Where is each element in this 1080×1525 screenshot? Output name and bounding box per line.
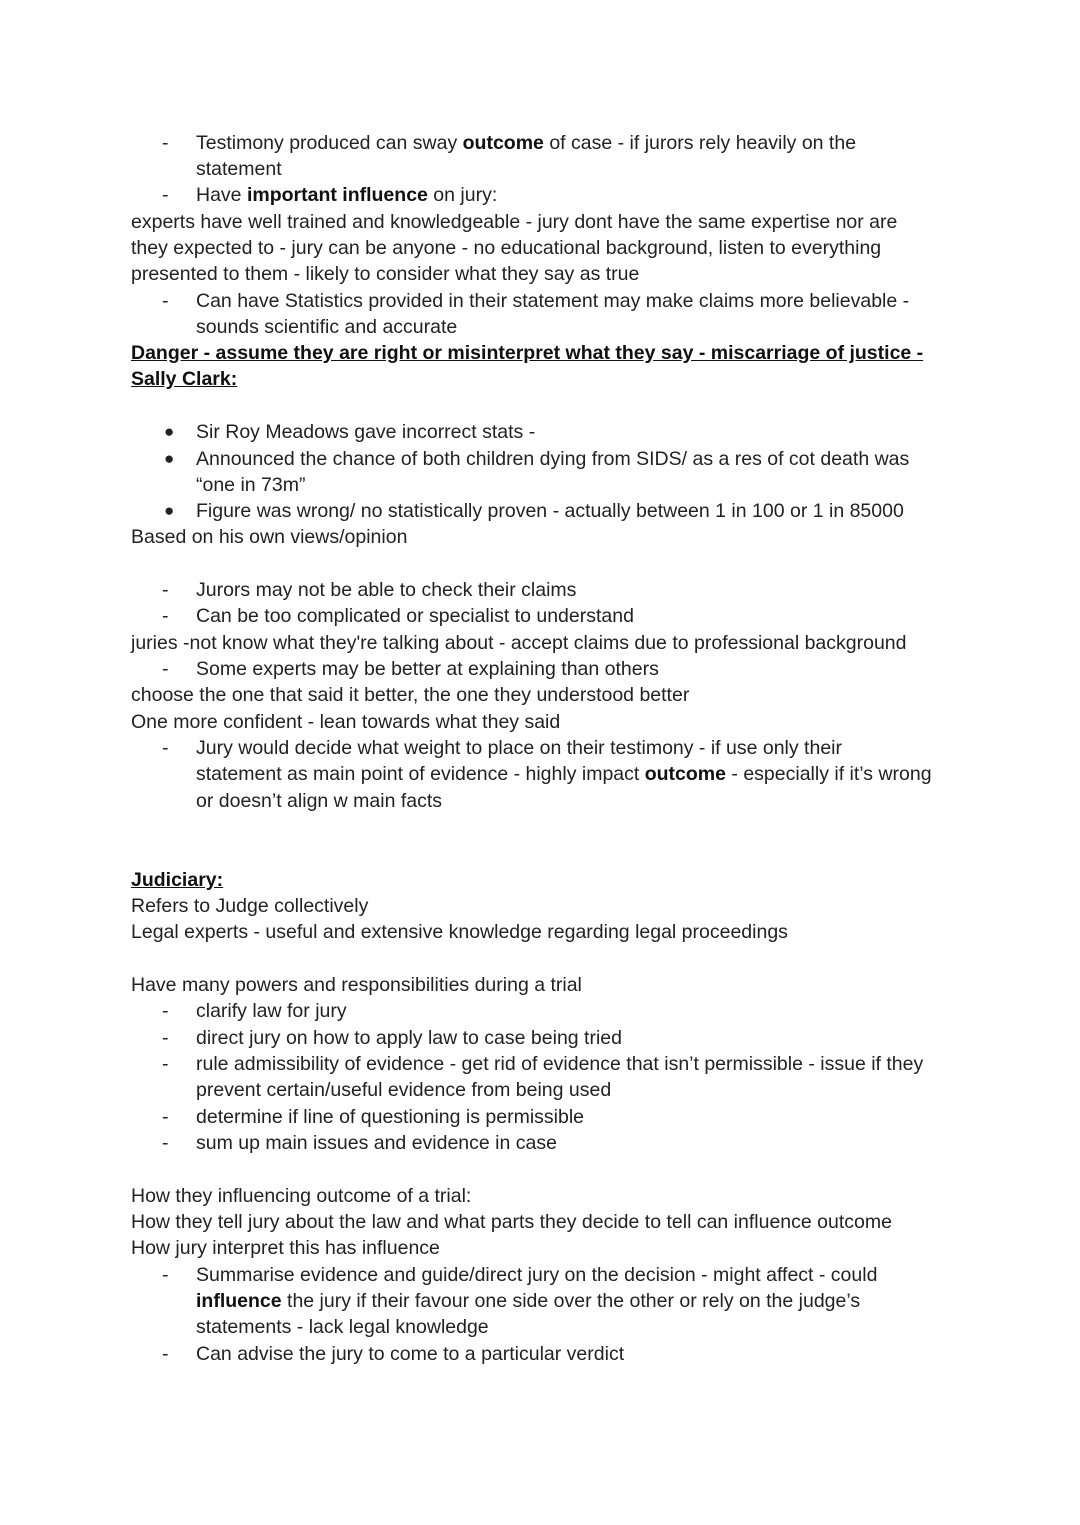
text-line: sum up main issues and evidence in case <box>196 1132 557 1154</box>
dash-marker: - <box>162 737 169 759</box>
text-line: experts have well trained and knowledgeable - jury dont have the same expertise nor are <box>131 211 898 233</box>
text-line: How they tell jury about the law and what parts they decide to tell can influence outcome <box>131 1211 892 1233</box>
dash-marker: - <box>162 1264 169 1286</box>
dash-marker: - <box>162 1027 169 1049</box>
text-line: prevent certain/useful evidence from being used <box>196 1079 612 1101</box>
section-heading: Judiciary: <box>131 869 224 891</box>
bullet-marker: ● <box>164 422 175 441</box>
bold-text: outcome <box>644 763 726 785</box>
text-line: statement as main point of evidence - highly impact outcome - especially if it’s wrong <box>196 763 932 785</box>
text-line: Have many powers and responsibilities during a trial <box>131 974 582 996</box>
text-line: Figure was wrong/ no statistically proven - actually between 1 in 100 or 1 in 85000 <box>196 500 904 522</box>
text-line: clarify law for jury <box>196 1000 347 1022</box>
dash-marker: - <box>162 1106 169 1128</box>
dash-marker: - <box>162 658 169 680</box>
dash-marker: - <box>162 290 169 312</box>
text-line: One more confident - lean towards what they said <box>131 711 561 733</box>
dash-marker: - <box>162 1132 169 1154</box>
text-line: Refers to Judge collectively <box>131 895 369 917</box>
text-line: “one in 73m” <box>196 474 306 496</box>
dash-marker: - <box>162 184 169 206</box>
text-line: choose the one that said it better, the one they understood better <box>131 684 690 706</box>
bullet-marker: ● <box>164 501 175 520</box>
text-line: or doesn’t align w main facts <box>196 790 443 812</box>
text-line: Some experts may be better at explaining than others <box>196 658 659 680</box>
text-line: Legal experts - useful and extensive knowledge regarding legal proceedings <box>131 921 788 943</box>
section-heading: Sally Clark: <box>131 368 238 390</box>
text-line: Can be too complicated or specialist to understand <box>196 605 634 627</box>
text-line: they expected to - jury can be anyone - no educational background, listen to everything <box>131 237 882 259</box>
text-line: juries -not know what they're talking about - accept claims due to professional background <box>131 632 907 654</box>
text-line: statement <box>196 158 282 180</box>
bullet-marker: ● <box>164 449 175 468</box>
text-line: Sir Roy Meadows gave incorrect stats - <box>196 421 536 443</box>
bold-text: important influence <box>246 184 428 206</box>
dash-marker: - <box>162 1343 169 1365</box>
text-line: How they influencing outcome of a trial: <box>131 1185 472 1207</box>
text-line: sounds scientific and accurate <box>196 316 458 338</box>
text-line: Can advise the jury to come to a particular verdict <box>196 1343 625 1365</box>
text-line: Testimony produced can sway outcome of case - if jurors rely heavily on the <box>196 132 857 154</box>
text-line: presented to them - likely to consider what they say as true <box>131 263 640 285</box>
text-line: rule admissibility of evidence - get rid of evidence that isn’t permissible - issue if they <box>196 1053 924 1075</box>
bold-text: influence <box>196 1290 282 1312</box>
text-line: direct jury on how to apply law to case being tried <box>196 1027 622 1049</box>
text-line: Announced the chance of both children dying from SIDS/ as a res of cot death was <box>196 448 910 470</box>
text-line: Can have Statistics provided in their statement may make claims more believable - <box>196 290 910 312</box>
text-line: Jurors may not be able to check their claims <box>196 579 577 601</box>
text-line: Jury would decide what weight to place on their testimony - if use only their <box>196 737 842 759</box>
text-line: determine if line of questioning is permissible <box>196 1106 585 1128</box>
dash-marker: - <box>162 132 169 154</box>
bold-text: outcome <box>462 132 544 154</box>
text-line: statements - lack legal knowledge <box>196 1316 489 1338</box>
dash-marker: - <box>162 605 169 627</box>
text-line: influence the jury if their favour one side over the other or rely on the judge’s <box>196 1290 861 1312</box>
text-line: Have important influence on jury: <box>196 184 498 206</box>
text-line: Summarise evidence and guide/direct jury on the decision - might affect - could <box>196 1264 878 1286</box>
section-heading: Danger - assume they are right or misinterpret what they say - miscarriage of justice - <box>131 342 924 364</box>
text-line: How jury interpret this has influence <box>131 1237 440 1259</box>
dash-marker: - <box>162 579 169 601</box>
dash-marker: - <box>162 1053 169 1075</box>
text-line: Based on his own views/opinion <box>131 526 408 548</box>
dash-marker: - <box>162 1000 169 1022</box>
